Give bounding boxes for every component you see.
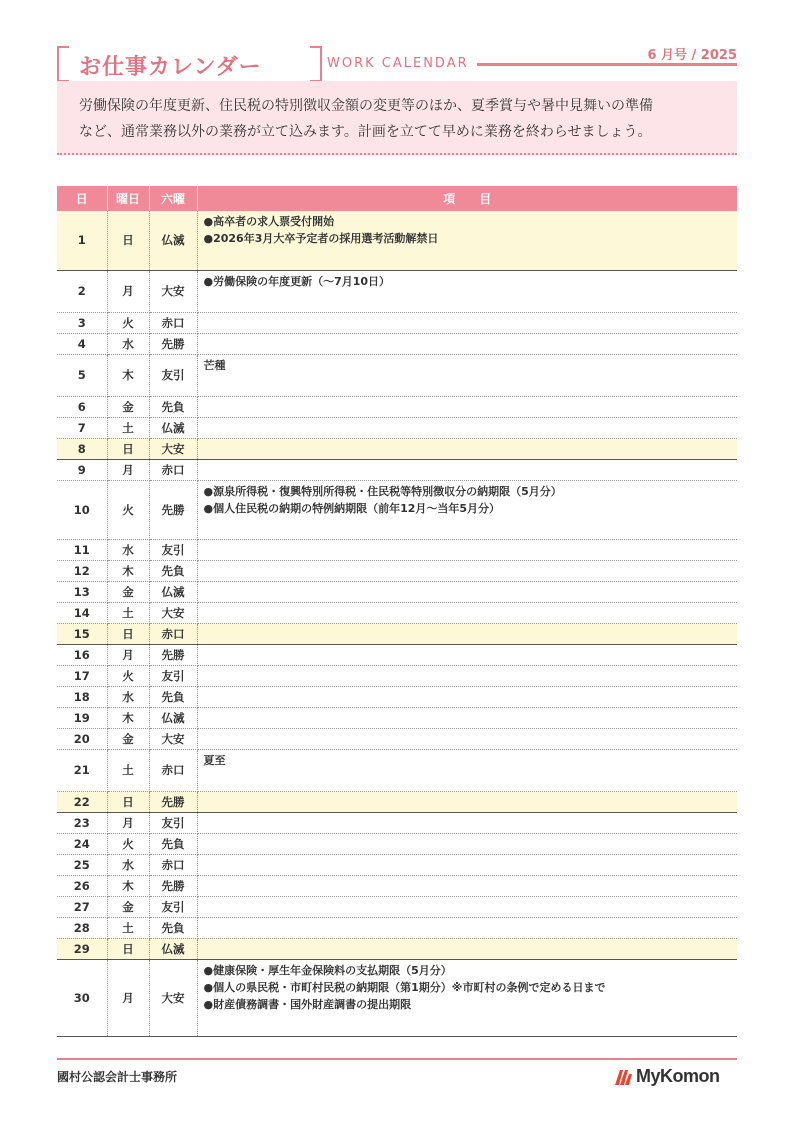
page-subtitle: WORK CALENDAR <box>327 56 469 71</box>
event-item: ●個人の県民税・市町村民税の納期限（第1期分）※市町村の条例で定める日まで <box>203 980 606 994</box>
header-rokuyo: 六曜 <box>149 186 197 211</box>
table-row <box>57 539 737 560</box>
table-row <box>57 917 737 938</box>
items-cell <box>197 602 737 623</box>
rokuyo-cell: 大安 <box>149 728 197 749</box>
items-cell <box>197 938 737 959</box>
intro-line-1: 労働保険の年度更新、住民税の特別徴収金額の変更等のほか、夏季賞与や暑中見舞いの準備 <box>79 98 653 114</box>
table-row <box>57 438 737 459</box>
weekday-cell: 水 <box>107 539 149 560</box>
items-cell <box>197 791 737 812</box>
items-cell <box>197 396 737 417</box>
logo-text: MyKomon <box>636 1066 720 1086</box>
items-cell <box>197 917 737 938</box>
day-cell: 10 <box>57 480 107 539</box>
items-cell <box>197 749 737 791</box>
weekday-cell: 水 <box>107 854 149 875</box>
table-row <box>57 728 737 749</box>
day-cell: 30 <box>57 959 107 1036</box>
items-cell <box>197 959 737 1036</box>
weekday-cell: 土 <box>107 417 149 438</box>
day-cell: 26 <box>57 875 107 896</box>
weekday-cell: 水 <box>107 686 149 707</box>
table-row <box>57 665 737 686</box>
rokuyo-cell: 先負 <box>149 917 197 938</box>
day-cell: 23 <box>57 812 107 833</box>
day-cell: 5 <box>57 354 107 396</box>
table-row <box>57 623 737 644</box>
items-cell <box>197 854 737 875</box>
table-row <box>57 707 737 728</box>
mykomon-logo-icon <box>614 1068 636 1086</box>
rokuyo-cell: 先負 <box>149 833 197 854</box>
header-rule <box>477 63 737 66</box>
rokuyo-cell: 先負 <box>149 560 197 581</box>
weekday-cell: 火 <box>107 833 149 854</box>
table-row <box>57 602 737 623</box>
day-cell: 20 <box>57 728 107 749</box>
event-item: ●2026年3月大卒予定者の採用選考活動解禁日 <box>203 232 439 245</box>
weekday-cell: 金 <box>107 396 149 417</box>
day-cell: 3 <box>57 312 107 333</box>
items-cell <box>197 728 737 749</box>
rokuyo-cell: 友引 <box>149 896 197 917</box>
header-weekday: 曜日 <box>107 186 149 211</box>
rokuyo-cell: 仏滅 <box>149 581 197 602</box>
table-row <box>57 896 737 917</box>
table-row <box>57 938 737 959</box>
items-cell <box>197 581 737 602</box>
header-day: 日 <box>57 186 107 211</box>
rokuyo-cell: 先勝 <box>149 480 197 539</box>
table-row <box>57 749 737 791</box>
weekday-cell: 土 <box>107 749 149 791</box>
rokuyo-cell: 友引 <box>149 354 197 396</box>
event-item: ●労働保険の年度更新（～7月10日） <box>203 274 391 288</box>
table-row <box>57 211 737 270</box>
rokuyo-cell: 仏滅 <box>149 417 197 438</box>
weekday-cell: 土 <box>107 917 149 938</box>
items-cell <box>197 354 737 396</box>
day-cell: 14 <box>57 602 107 623</box>
event-item: 夏至 <box>203 753 226 767</box>
items-cell <box>197 896 737 917</box>
weekday-cell: 水 <box>107 333 149 354</box>
rokuyo-cell: 先負 <box>149 686 197 707</box>
day-cell: 28 <box>57 917 107 938</box>
day-cell: 27 <box>57 896 107 917</box>
weekday-cell: 月 <box>107 459 149 480</box>
day-cell: 25 <box>57 854 107 875</box>
items-cell <box>197 417 737 438</box>
weekday-cell: 火 <box>107 665 149 686</box>
day-cell: 21 <box>57 749 107 791</box>
rokuyo-cell: 友引 <box>149 812 197 833</box>
table-row <box>57 875 737 896</box>
weekday-cell: 日 <box>107 438 149 459</box>
weekday-cell: 木 <box>107 707 149 728</box>
page-title: お仕事カレンダー <box>79 55 262 80</box>
page-header <box>57 40 737 80</box>
table-row <box>57 854 737 875</box>
day-cell: 12 <box>57 560 107 581</box>
items-cell <box>197 539 737 560</box>
table-row <box>57 396 737 417</box>
rokuyo-cell: 赤口 <box>149 623 197 644</box>
table-row <box>57 417 737 438</box>
calendar-table <box>57 186 737 1037</box>
title-bracket-left <box>57 46 69 82</box>
weekday-cell: 金 <box>107 896 149 917</box>
day-cell: 4 <box>57 333 107 354</box>
intro-box <box>57 81 737 155</box>
table-row <box>57 812 737 833</box>
event-item: 芒種 <box>203 358 226 372</box>
day-cell: 2 <box>57 270 107 312</box>
day-cell: 24 <box>57 833 107 854</box>
weekday-cell: 木 <box>107 560 149 581</box>
table-row <box>57 459 737 480</box>
items-cell <box>197 623 737 644</box>
weekday-cell: 月 <box>107 270 149 312</box>
day-cell: 8 <box>57 438 107 459</box>
rokuyo-cell: 赤口 <box>149 459 197 480</box>
issue-label: 6 月号 / 2025 <box>647 48 737 63</box>
table-row <box>57 560 737 581</box>
event-item: ●財産債務調書・国外財産調書の提出期限 <box>203 997 412 1011</box>
weekday-cell: 日 <box>107 938 149 959</box>
day-cell: 16 <box>57 644 107 665</box>
items-cell <box>197 438 737 459</box>
rokuyo-cell: 赤口 <box>149 854 197 875</box>
rokuyo-cell: 先勝 <box>149 875 197 896</box>
day-cell: 13 <box>57 581 107 602</box>
weekday-cell: 火 <box>107 312 149 333</box>
weekday-cell: 金 <box>107 728 149 749</box>
rokuyo-cell: 仏滅 <box>149 707 197 728</box>
day-cell: 15 <box>57 623 107 644</box>
table-row <box>57 833 737 854</box>
intro-line-2: など、通常業務以外の業務が立て込みます。計画を立てて早めに業務を終わらせましょう。 <box>79 124 652 140</box>
weekday-cell: 火 <box>107 480 149 539</box>
items-cell <box>197 459 737 480</box>
rokuyo-cell: 友引 <box>149 539 197 560</box>
items-cell <box>197 686 737 707</box>
items-cell <box>197 333 737 354</box>
rokuyo-cell: 先勝 <box>149 791 197 812</box>
weekday-cell: 木 <box>107 354 149 396</box>
rokuyo-cell: 仏滅 <box>149 211 197 270</box>
rokuyo-cell: 先勝 <box>149 333 197 354</box>
items-cell <box>197 707 737 728</box>
items-cell <box>197 875 737 896</box>
header-items: 項 目 <box>197 186 737 211</box>
items-cell <box>197 665 737 686</box>
weekday-cell: 月 <box>107 812 149 833</box>
day-cell: 17 <box>57 665 107 686</box>
event-item: ●源泉所得税・復興特別所得税・住民税等特別徴収分の納期限（5月分） <box>203 484 562 498</box>
items-cell <box>197 833 737 854</box>
event-item: ●個人住民税の納期の特例納期限（前年12月～当年5月分） <box>203 501 501 515</box>
items-cell <box>197 270 737 312</box>
weekday-cell: 木 <box>107 875 149 896</box>
event-item: ●健康保険・厚生年金保険料の支払期限（5月分） <box>203 963 452 977</box>
table-row <box>57 333 737 354</box>
day-cell: 11 <box>57 539 107 560</box>
weekday-cell: 金 <box>107 581 149 602</box>
office-name: 國村公認会計士事務所 <box>57 1070 178 1084</box>
table-row <box>57 581 737 602</box>
items-cell <box>197 211 737 270</box>
event-item: ●高卒者の求人票受付開始 <box>203 215 335 228</box>
weekday-cell: 月 <box>107 959 149 1036</box>
rokuyo-cell: 友引 <box>149 665 197 686</box>
rokuyo-cell: 大安 <box>149 959 197 1036</box>
calendar-header-row <box>57 186 737 211</box>
rokuyo-cell: 先負 <box>149 396 197 417</box>
table-row <box>57 270 737 312</box>
day-cell: 1 <box>57 211 107 270</box>
rokuyo-cell: 仏滅 <box>149 938 197 959</box>
day-cell: 18 <box>57 686 107 707</box>
day-cell: 9 <box>57 459 107 480</box>
rokuyo-cell: 先勝 <box>149 644 197 665</box>
day-cell: 29 <box>57 938 107 959</box>
rokuyo-cell: 赤口 <box>149 312 197 333</box>
weekday-cell: 月 <box>107 644 149 665</box>
table-row <box>57 644 737 665</box>
items-cell <box>197 560 737 581</box>
items-cell <box>197 312 737 333</box>
table-row <box>57 312 737 333</box>
title-bracket-right <box>310 46 322 82</box>
weekday-cell: 日 <box>107 211 149 270</box>
rokuyo-cell: 大安 <box>149 270 197 312</box>
weekday-cell: 日 <box>107 623 149 644</box>
table-row <box>57 686 737 707</box>
day-cell: 19 <box>57 707 107 728</box>
day-cell: 6 <box>57 396 107 417</box>
rokuyo-cell: 大安 <box>149 602 197 623</box>
items-cell <box>197 644 737 665</box>
weekday-cell: 日 <box>107 791 149 812</box>
items-cell <box>197 812 737 833</box>
table-row <box>57 791 737 812</box>
day-cell: 7 <box>57 417 107 438</box>
table-row <box>57 480 737 539</box>
day-cell: 22 <box>57 791 107 812</box>
table-row <box>57 959 737 1036</box>
items-cell <box>197 480 737 539</box>
mykomon-logo <box>614 1066 720 1087</box>
rokuyo-cell: 大安 <box>149 438 197 459</box>
table-row <box>57 354 737 396</box>
weekday-cell: 土 <box>107 602 149 623</box>
footer-rule <box>57 1058 737 1060</box>
rokuyo-cell: 赤口 <box>149 749 197 791</box>
